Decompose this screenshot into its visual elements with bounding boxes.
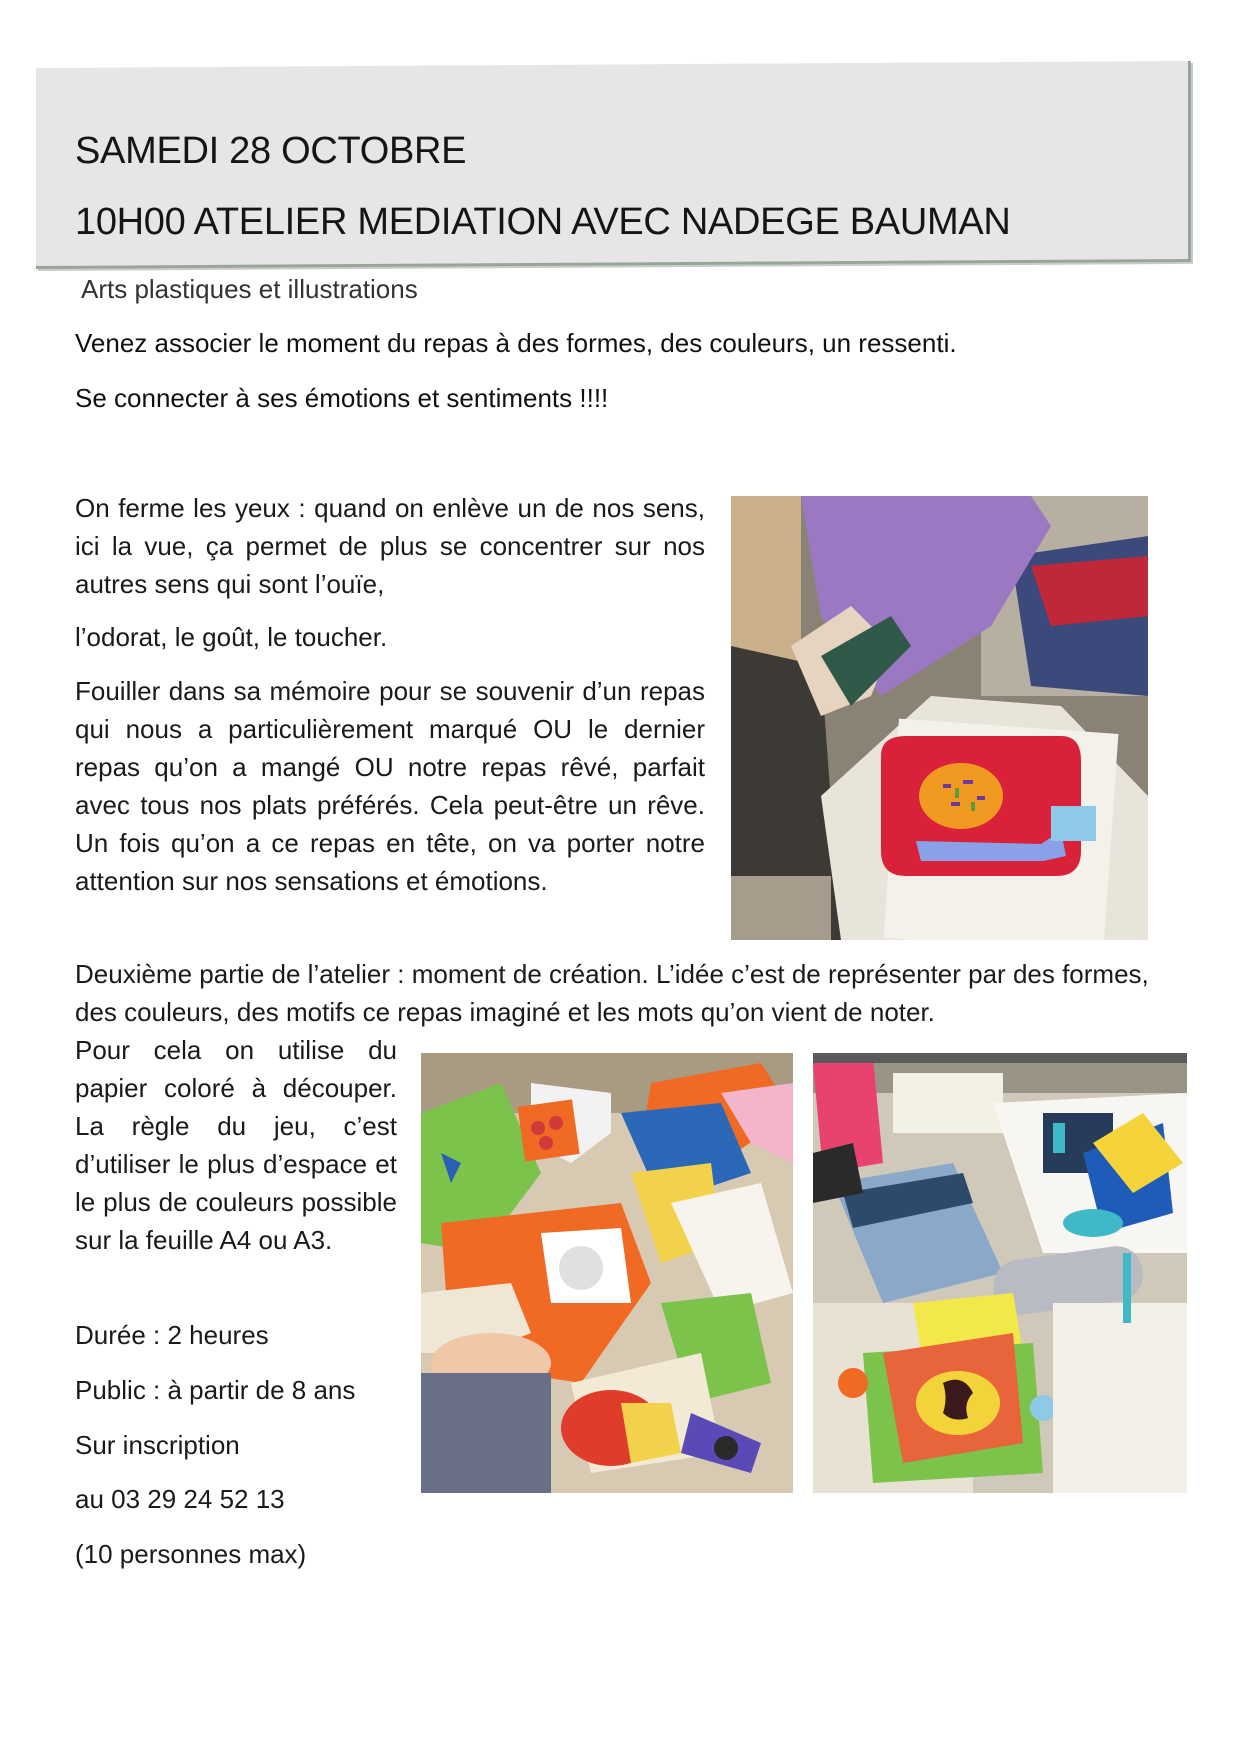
info-registration: Sur inscription	[75, 1430, 240, 1460]
info-phone: au 03 29 24 52 13	[75, 1484, 285, 1514]
paragraph-rules: Pour cela on utilise du papier coloré à découper. La règle du jeu, c’est d’utiliser le plus d’espace et le plus de couleurs possible sur la feuille A4 ou A3.	[75, 1035, 397, 1255]
subtitle: Arts plastiques et illustrations	[81, 274, 418, 304]
paragraph-senses: On ferme les yeux : quand on enlève un de nos sens, ici la vue, ça permet de plus se concentrer sur nos autres sens qui sont l’ouïe,	[75, 493, 705, 599]
photo-finished-artworks	[813, 1053, 1187, 1493]
event-date: SAMEDI 28 OCTOBRE	[75, 130, 467, 172]
info-audience: Public : à partir de 8 ans	[75, 1375, 356, 1405]
paragraph-senses-list: l’odorat, le goût, le toucher.	[75, 622, 388, 652]
info-duration: Durée : 2 heures	[75, 1320, 269, 1350]
info-capacity: (10 personnes max)	[75, 1539, 307, 1569]
photo-child-cutting-paper	[731, 496, 1148, 940]
photo-collage-workshop	[421, 1053, 793, 1493]
intro-line-2: Se connecter à ses émotions et sentiments !!!!	[75, 383, 609, 413]
intro-line-1: Venez associer le moment du repas à des formes, des couleurs, un ressenti.	[75, 328, 957, 358]
event-title: 10H00 ATELIER MEDIATION AVEC NADEGE BAUMAN	[75, 201, 1011, 243]
paragraph-memory: Fouiller dans sa mémoire pour se souvenir d’un repas qui nous a particulièrement marqué OU le dernier repas qu’on a mangé OU notre repas rêvé, parfait avec tous nos plats préférés. Cela peut-être un rêve. Un fois qu’on a ce repas en tête, on va porter notre attention sur nos sensations et émotions.	[75, 676, 705, 896]
paragraph-creation: Deuxième partie de l’atelier : moment de création. L’idée c’est de représenter par des formes, des couleurs, des motifs ce repas imaginé et les mots qu’on vient de noter.	[75, 959, 1149, 1027]
